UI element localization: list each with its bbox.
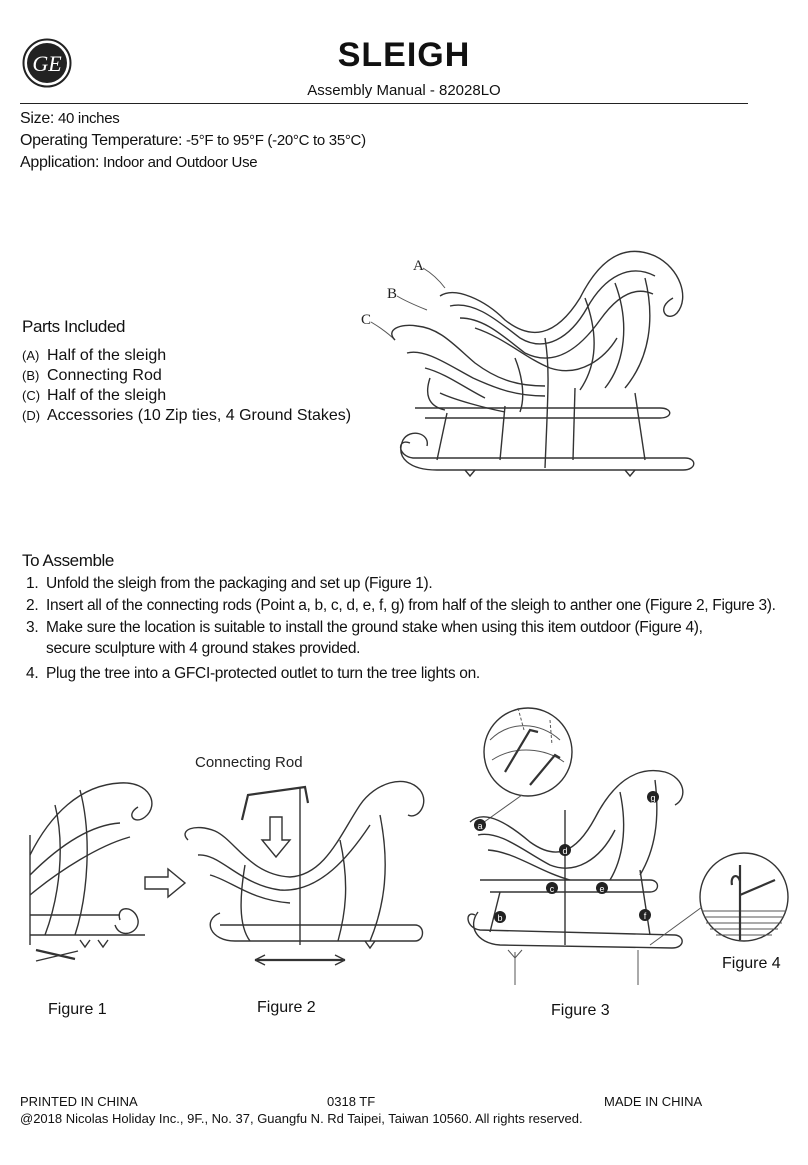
spec-temperature: Operating Temperature: -5°F to 95°F (-20°C to 35°C) — [20, 132, 366, 149]
header-rule — [20, 103, 748, 104]
assemble-heading: To Assemble — [22, 551, 114, 570]
figure-2-caption: Figure 2 — [257, 999, 316, 1016]
page-title: SLEIGH — [337, 36, 471, 74]
point-g: g — [650, 793, 656, 803]
spec-application: Application: Indoor and Outdoor Use — [20, 154, 258, 171]
point-b: b — [497, 913, 503, 923]
footer-code: 0318 TF — [327, 1094, 376, 1109]
part-item: (A) Half of the sleigh — [22, 347, 167, 364]
figure-4-illustration — [640, 845, 790, 955]
point-e: e — [599, 884, 605, 894]
svg-text:GE: GE — [32, 51, 62, 76]
step-4: 4. Plug the tree into a GFCI-protected outlet to turn the tree lights on. — [26, 665, 480, 682]
page-subtitle: Assembly Manual - 82028LO — [307, 82, 501, 99]
sleigh-illustration — [355, 228, 700, 483]
parts-heading: Parts Included — [22, 317, 126, 336]
callout-b: B — [387, 286, 398, 302]
part-item: (D) Accessories (10 Zip ties, 4 Ground Stakes) — [22, 407, 352, 424]
footer-printed: PRINTED IN CHINA — [20, 1094, 138, 1109]
footer-made: MADE IN CHINA — [604, 1094, 703, 1109]
part-item: (B) Connecting Rod — [22, 367, 162, 384]
connecting-rod-label: Connecting Rod — [195, 754, 303, 771]
step-1: 1. Unfold the sleigh from the packaging and set up (Figure 1). — [26, 575, 433, 592]
step-2: 2. Insert all of the connecting rods (Point a, b, c, d, e, f, g) from half of the sleigh to anther one (Figure 2, Figure 3). — [26, 597, 776, 614]
point-c: c — [549, 884, 555, 894]
step-3-continued: secure sculpture with 4 ground stakes provided. — [46, 640, 361, 657]
callout-c: C — [361, 312, 372, 328]
point-f: f — [643, 911, 647, 921]
step-3: 3. Make sure the location is suitable to install the ground stake when using this item outdoor (Figure 4), — [26, 619, 703, 636]
figure-4-caption: Figure 4 — [722, 955, 781, 972]
spec-size: Size: 40 inches — [20, 110, 120, 127]
figures-1-2-illustration — [20, 745, 450, 970]
callout-a: A — [413, 258, 424, 274]
point-a: a — [477, 821, 483, 831]
point-d: d — [562, 846, 568, 856]
footer-copyright: @2018 Nicolas Holiday Inc., 9F., No. 37, Guangfu N. Rd Taipei, Taiwan 10560. All rights reserved. — [20, 1111, 583, 1126]
figure-1-caption: Figure 1 — [48, 1001, 107, 1018]
figure-3-caption: Figure 3 — [551, 1002, 610, 1019]
part-item: (C) Half of the sleigh — [22, 387, 167, 404]
